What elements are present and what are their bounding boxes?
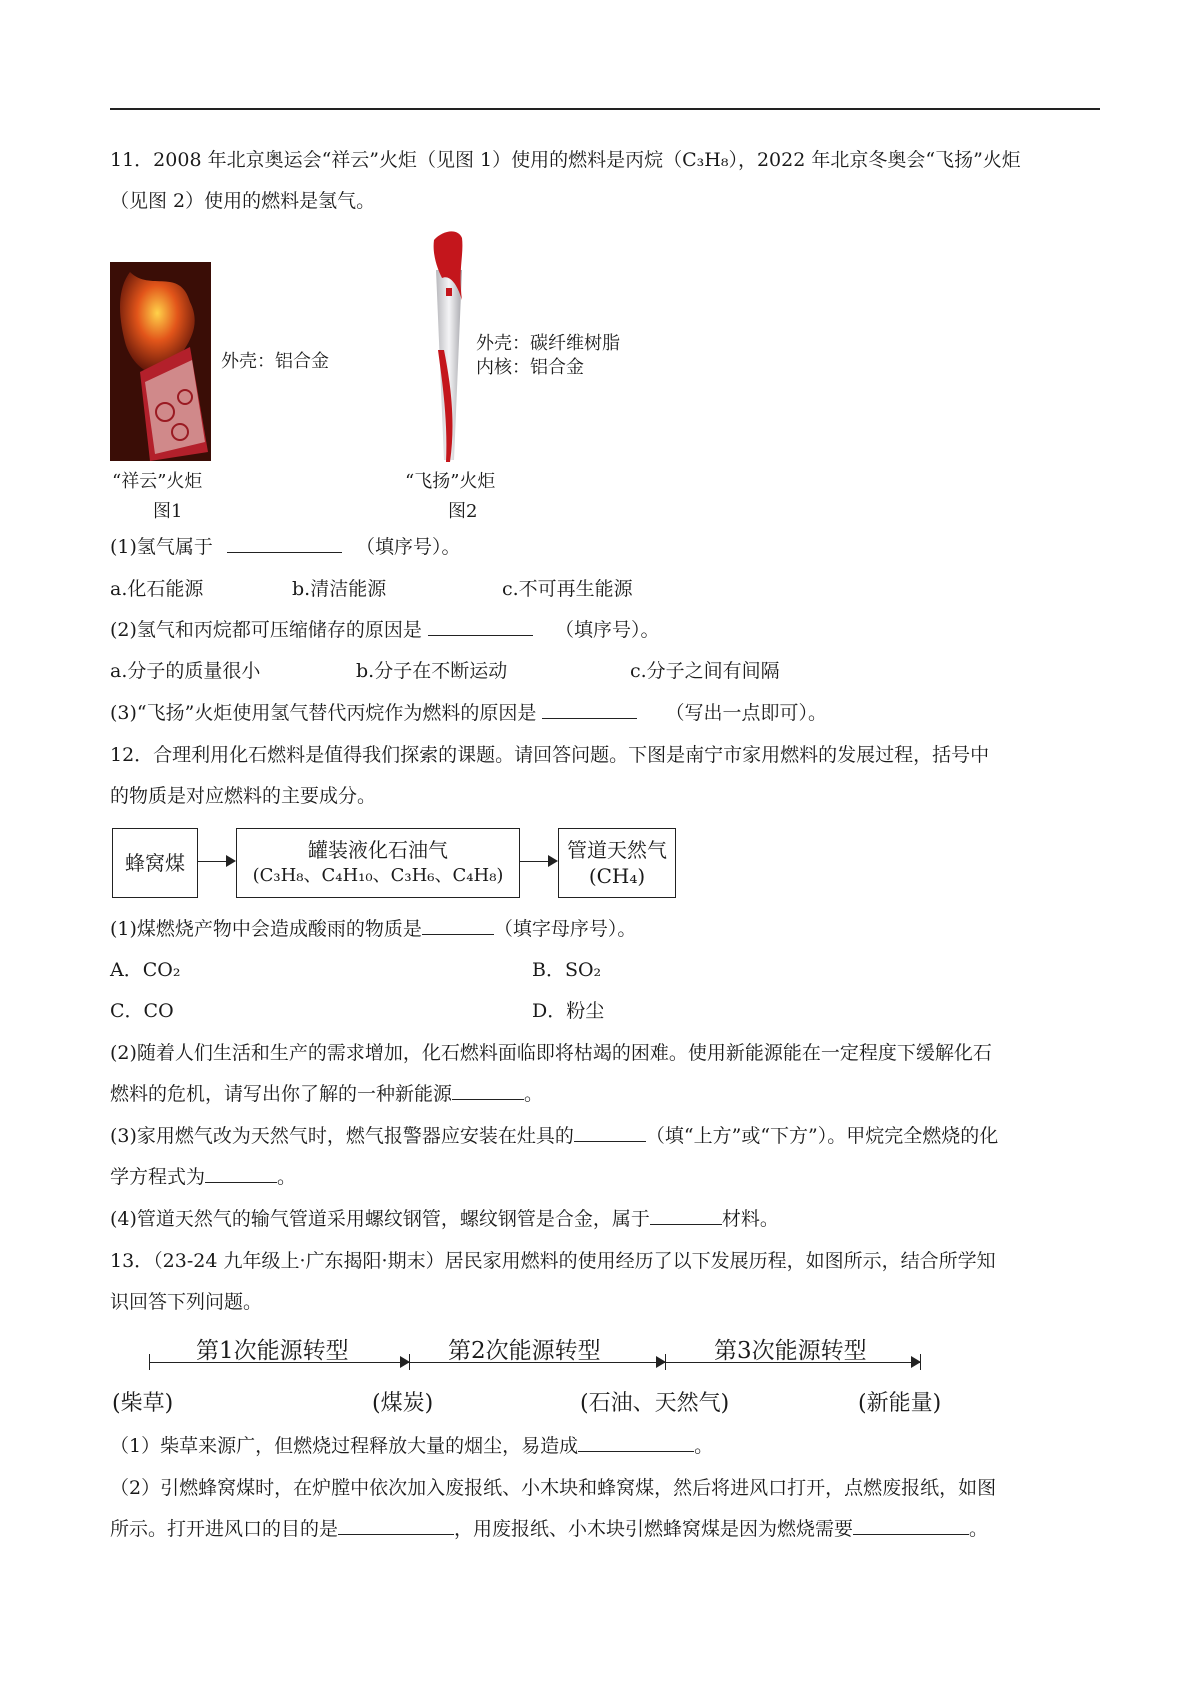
timeline-stage-3: 第3次能源转型: [714, 1338, 867, 1364]
q11-stem-line2: （见图 2）使用的燃料是氢气。: [110, 190, 376, 212]
timeline-tick-2: [665, 1354, 666, 1370]
feiyang-torch-image: [428, 230, 468, 464]
q12-p3-line2-suffix: 。: [277, 1166, 297, 1188]
q12-p3-answer-blank-1[interactable]: [574, 1123, 646, 1142]
q12-p2-suffix: 。: [524, 1083, 544, 1105]
q12-part3-line1: [110, 1123, 998, 1149]
q12-option-d[interactable]: D．粉尘: [532, 1000, 605, 1022]
q11-p2-option-b[interactable]: b.分子在不断运动: [356, 660, 508, 682]
timeline-fuel-coal: (煤炭): [372, 1391, 434, 1416]
q12-option-a[interactable]: A．CO₂: [110, 959, 181, 981]
q12-part2-line2: [110, 1081, 543, 1107]
q13-p1-suffix: 。: [694, 1435, 714, 1457]
q12-part1: [110, 916, 636, 942]
q13-part2-line2: [110, 1516, 988, 1542]
q12-part3-line2: [110, 1164, 296, 1190]
timeline-fuel-oil-gas: (石油、天然气): [580, 1391, 730, 1416]
q13-p2-answer-blank-2[interactable]: [853, 1516, 969, 1535]
q13-part2-line1: （2）引燃蜂窝煤时，在炉膛中依次加入废报纸、小木块和蜂窝煤，然后将进风口打开，点燃废报纸，如图: [110, 1477, 997, 1499]
flow-box-lpg-title: 罐装液化石油气: [308, 838, 448, 862]
flow-arrow-1: [198, 861, 226, 862]
q11-p1-answer-blank[interactable]: [227, 534, 342, 553]
q13-p2-answer-blank-1[interactable]: [338, 1516, 454, 1535]
flow-arrow-2: [520, 861, 548, 862]
fig2-caption: 图2: [448, 501, 478, 522]
q11-part1: [110, 534, 461, 560]
q12-p4-answer-blank[interactable]: [650, 1206, 722, 1225]
q13-p1-answer-blank[interactable]: [578, 1433, 694, 1452]
flow-box-natural-gas-title: 管道天然气: [567, 838, 667, 862]
timeline-tick-1: [409, 1354, 410, 1370]
q12-option-c[interactable]: C．CO: [110, 1000, 174, 1022]
q12-p2-text: 燃料的危机，请写出你了解的一种新能源: [110, 1083, 453, 1105]
timeline-tick-start: [149, 1354, 150, 1370]
flow-arrowhead-1: [226, 855, 236, 867]
q11-p1-option-a[interactable]: a.化石能源: [110, 578, 204, 600]
q13-part1: [110, 1433, 713, 1459]
timeline-tick-end: [920, 1354, 921, 1370]
q13-p2-text-c: 。: [969, 1518, 989, 1540]
flow-box-honeycomb-coal: 蜂窝煤: [112, 828, 198, 898]
q11-p1-option-b[interactable]: b.清洁能源: [292, 578, 387, 600]
header-rule: [110, 108, 1100, 110]
q11-p1-text: (1)氢气属于: [110, 536, 213, 558]
timeline-fuel-firewood: (柴草): [112, 1391, 174, 1416]
q13-p2-text-a: 所示。打开进风口的目的是: [110, 1518, 339, 1540]
fig2-shell-label: 外壳：碳纤维树脂: [476, 333, 620, 354]
q13-stem-line1: 13．（23-24 九年级上·广东揭阳·期末）居民家用燃料的使用经历了以下发展历程，如图所示，结合所学知: [110, 1250, 996, 1272]
fig1-torch-name: “祥云”火炬: [112, 471, 203, 492]
q12-p3-suffix: （填“上方”或“下方”）。甲烷完全燃烧的化: [645, 1125, 999, 1147]
q11-p3-answer-blank[interactable]: [542, 700, 637, 719]
q11-p2-suffix: （填序号）。: [555, 619, 660, 641]
flow-box-natural-gas: [558, 828, 676, 898]
q12-p3-line2-text: 学方程式为: [110, 1166, 206, 1188]
flow-box-lpg-formula: (C₃H₈、C₄H₁₀、C₃H₆、C₄H₈): [252, 865, 504, 886]
q13-p2-text-b: ，用废报纸、小木块引燃蜂窝煤是因为燃烧需要: [454, 1518, 854, 1540]
q13-p1-text: （1）柴草来源广，但燃烧过程释放大量的烟尘，易造成: [110, 1435, 579, 1457]
timeline-fuel-new-energy: (新能量): [858, 1391, 942, 1416]
fig1-material-label: 外壳：铝合金: [221, 351, 329, 372]
q12-p1-suffix: （填字母序号）。: [493, 918, 637, 940]
q12-stem-line1: 12．合理利用化石燃料是值得我们探索的课题。请回答问题。下图是南宁市家用燃料的发展过程，括号中: [110, 744, 990, 766]
q11-p2-answer-blank[interactable]: [428, 617, 533, 636]
flow-arrowhead-2: [548, 855, 558, 867]
q11-part3: [110, 700, 827, 726]
q12-p4-text: (4)管道天然气的输气管道采用螺纹钢管，螺纹钢管是合金，属于: [110, 1208, 650, 1230]
q13-stem-line2: 识回答下列问题。: [110, 1291, 263, 1313]
q11-p2-text: (2)氢气和丙烷都可压缩储存的原因是: [110, 619, 422, 641]
flow-box-natural-gas-formula: (CH₄): [588, 864, 646, 888]
q11-p2-option-c[interactable]: c.分子之间有间隔: [630, 660, 780, 682]
q12-part2-line1: (2)随着人们生活和生产的需求增加，化石燃料面临即将枯竭的困难。使用新能源能在一定程度下缓解化石: [110, 1042, 992, 1064]
fig1-caption: 图1: [153, 501, 183, 522]
q12-p3-text: (3)家用燃气改为天然气时，燃气报警器应安装在灶具的: [110, 1125, 574, 1147]
q12-stem-line2: 的物质是对应燃料的主要成分。: [110, 785, 377, 807]
q11-p3-text: (3)“飞扬”火炬使用氢气替代丙烷作为燃料的原因是: [110, 702, 537, 724]
q12-part4: [110, 1206, 779, 1232]
q11-stem-line1: 11．2008 年北京奥运会“祥云”火炬（见图 1）使用的燃料是丙烷（C₃H₈），2022 年北京冬奥会“飞扬”火炬: [110, 149, 1021, 171]
timeline-stage-1: 第1次能源转型: [196, 1338, 349, 1364]
q12-p4-suffix: 材料。: [721, 1208, 779, 1230]
q12-p2-answer-blank[interactable]: [452, 1081, 524, 1100]
flow-box-lpg: [236, 828, 520, 898]
q11-p1-suffix: （填序号）。: [356, 536, 461, 558]
q12-option-b[interactable]: B．SO₂: [532, 959, 602, 981]
q12-p1-text: (1)煤燃烧产物中会造成酸雨的物质是: [110, 918, 422, 940]
q11-p3-suffix: （写出一点即可）。: [665, 702, 827, 724]
fig2-core-label: 内核：铝合金: [476, 357, 584, 378]
timeline-stage-2: 第2次能源转型: [448, 1338, 601, 1364]
q12-p1-answer-blank[interactable]: [422, 916, 494, 935]
q11-part2: [110, 617, 660, 643]
fig2-torch-name: “飞扬”火炬: [405, 471, 496, 492]
q12-p3-answer-blank-2[interactable]: [205, 1164, 277, 1183]
q11-p2-option-a[interactable]: a.分子的质量很小: [110, 660, 261, 682]
q11-p1-option-c[interactable]: c.不可再生能源: [502, 578, 633, 600]
xiangyun-torch-image: [110, 262, 211, 461]
